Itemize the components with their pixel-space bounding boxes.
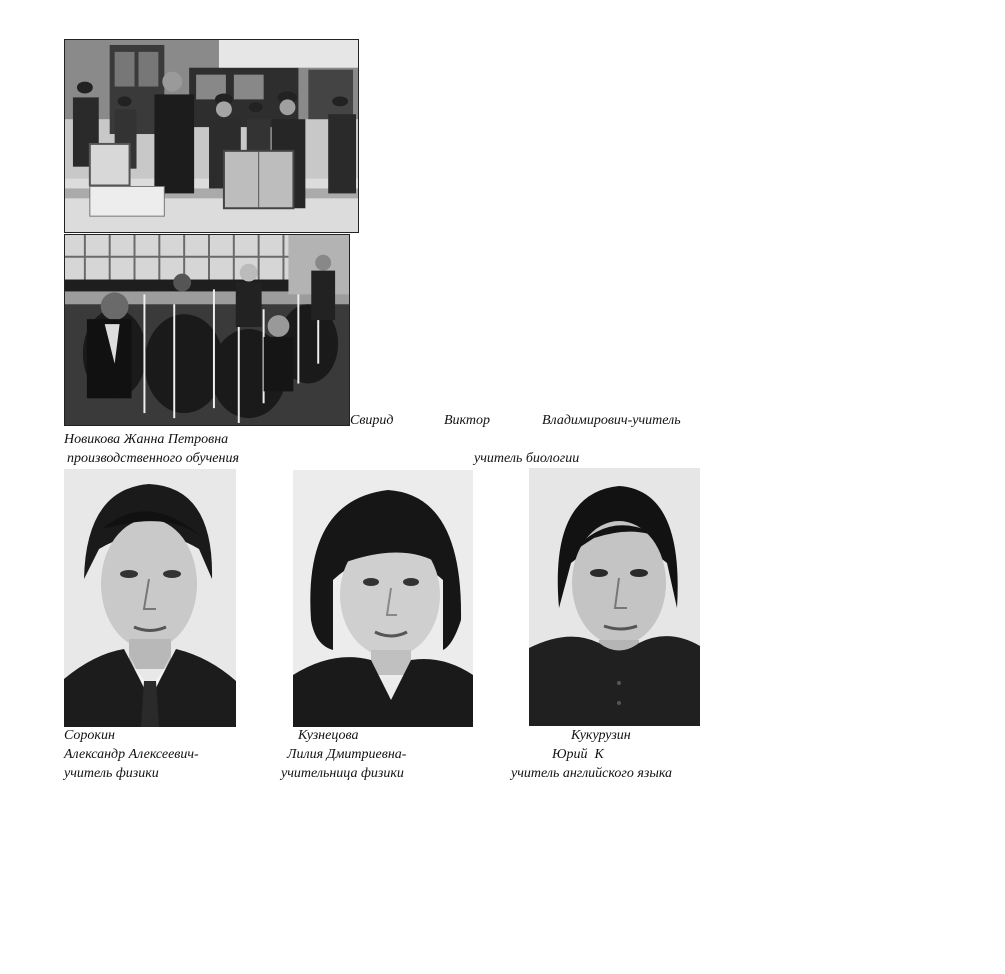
svirid-name: Виктор xyxy=(444,413,491,428)
kukuruzin-surname: Кукурузин xyxy=(571,728,631,743)
kukuruzin-role: учитель английского языка xyxy=(511,766,673,781)
kuznetsova-role: учительница физики xyxy=(281,766,404,781)
sorokin-surname: Сорокин xyxy=(64,728,115,743)
portrait-sorokin xyxy=(64,469,236,727)
kuznetsova-name: Лилия Дмитриевна- xyxy=(287,747,407,762)
greenhouse-photo xyxy=(64,234,350,426)
kukuruzin-name: Юрий К xyxy=(552,747,604,762)
sorokin-name: Александр Алексеевич- xyxy=(64,747,199,762)
svirid-surname: Свирид xyxy=(350,413,394,428)
portrait-kuznetsova xyxy=(293,470,473,727)
kuznetsova-surname: Кузнецова xyxy=(298,728,359,743)
novikova-full-name: Новикова Жанна Петровна xyxy=(64,432,229,447)
portrait-kukuruzin xyxy=(529,468,700,726)
role-production-training: производственного обучения xyxy=(67,451,239,466)
workshop-photo xyxy=(64,39,359,233)
role-biology: учитель биологии xyxy=(474,451,580,466)
sorokin-role: учитель физики xyxy=(64,766,159,781)
svirid-patronymic-role: Владимирович-учитель xyxy=(542,413,681,428)
